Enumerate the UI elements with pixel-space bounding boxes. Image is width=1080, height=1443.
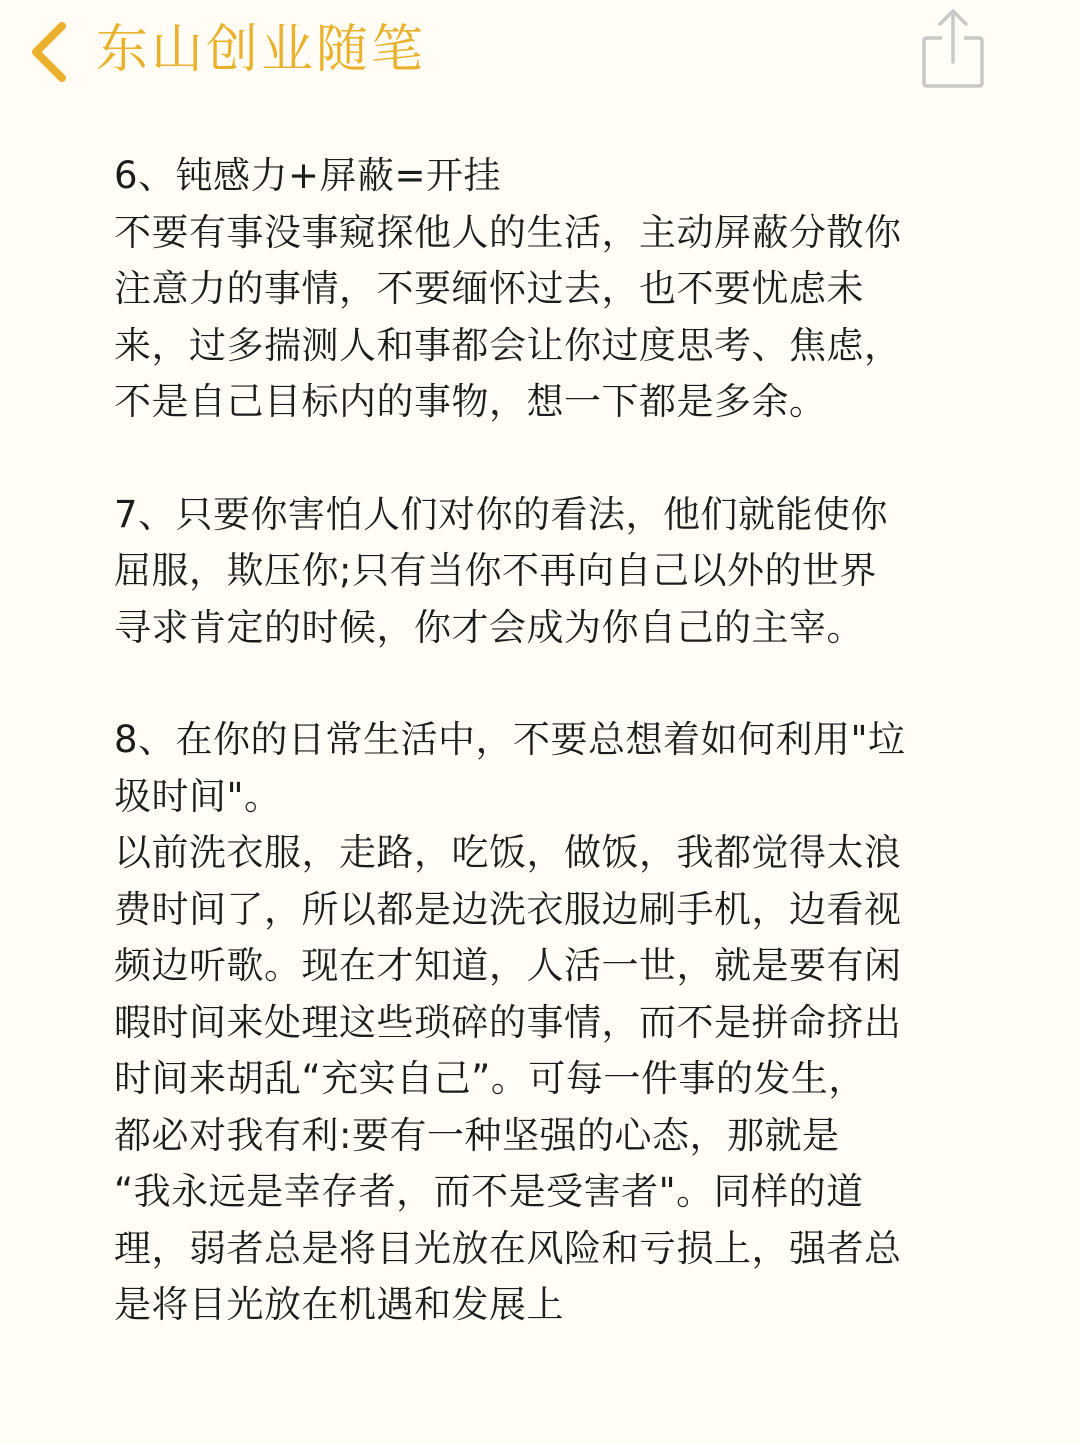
section-8 xyxy=(114,712,974,1334)
paragraph-line: 是将目光放在机遇和发展上 xyxy=(114,1283,564,1326)
paragraph-line: 不要有事没事窥探他人的生活，主动屏蔽分散你 xyxy=(114,210,902,254)
paragraph-line: 不是自己目标内的事物，想一下都是多余。 xyxy=(114,380,827,423)
share-button[interactable] xyxy=(918,6,988,92)
paragraph-line: “我永远是幸存者，而不是受害者"。同样的道 xyxy=(114,1170,864,1213)
section-heading: 8、在你的日常生活中，不要总想着如何利用"垃 xyxy=(114,718,906,761)
section-7 xyxy=(114,487,974,657)
paragraph-line: 注意力的事情，不要缅怀过去，也不要忧虑未 xyxy=(114,267,864,310)
paragraph-line: 暇时间来处理这些琐碎的事情，而不是拼命挤出 xyxy=(114,1000,902,1044)
article-body xyxy=(114,148,974,1390)
paragraph-line: 屈服，欺压你;只有当你不再向自己以外的世界 xyxy=(114,549,877,592)
share-icon xyxy=(918,6,988,92)
chevron-left-icon xyxy=(26,16,74,88)
paragraph-line: 理，弱者总是将目光放在风险和亏损上，强者总 xyxy=(114,1226,902,1270)
section-heading: 7、只要你害怕人们对你的看法，他们就能使你 xyxy=(114,492,889,536)
navigation-bar xyxy=(0,0,1080,110)
section-heading: 圾时间"。 xyxy=(114,774,282,818)
paragraph-line: 都必对我有利:要有一种坚强的心态，那就是 xyxy=(114,1113,840,1157)
section-6 xyxy=(114,148,974,431)
paragraph-line: 频边听歌。现在才知道，人活一世，就是要有闲 xyxy=(114,944,902,987)
paragraph-line: 来，过多揣测人和事都会让你过度思考、焦虑， xyxy=(114,323,902,367)
page-title: 东山创业随笔 xyxy=(96,20,427,80)
back-button[interactable] xyxy=(26,16,74,88)
paragraph-line: 寻求肯定的时候，你才会成为你自己的主宰。 xyxy=(114,605,864,649)
paragraph-line: 时间来胡乱“充实自己”。可每一件事的发生， xyxy=(114,1057,866,1100)
section-heading: 6、钝感力+屏蔽=开挂 xyxy=(114,154,502,197)
paragraph-line: 以前洗衣服，走路，吃饭，做饭，我都觉得太浪 xyxy=(114,831,902,874)
paragraph-line: 费时间了，所以都是边洗衣服边刷手机，边看视 xyxy=(114,887,902,931)
